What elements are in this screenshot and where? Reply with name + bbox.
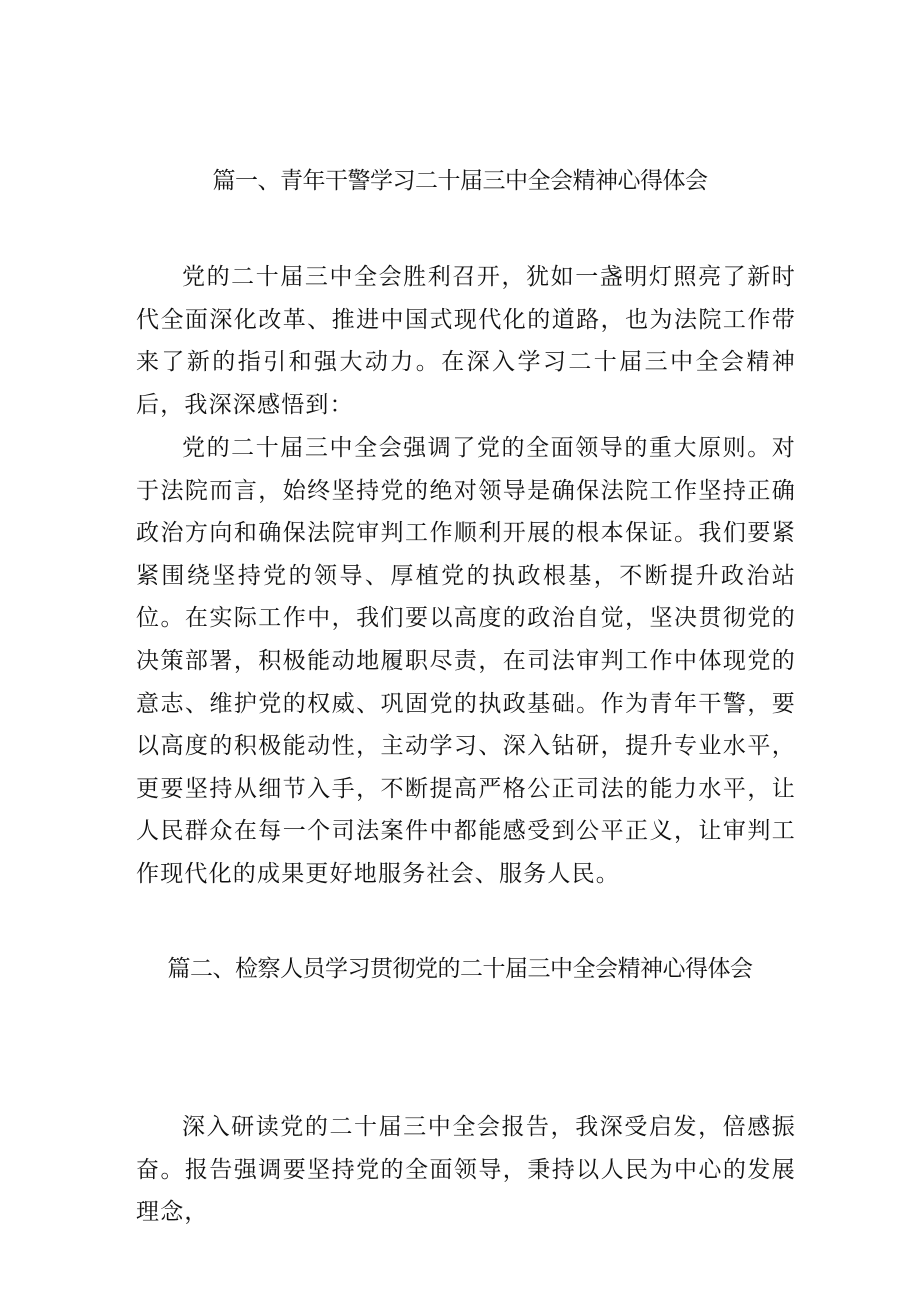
section2-paragraph-1: 深入研读党的二十届三中全会报告，我深受启发，倍感振奋。报告强调要坚持党的全面领导，秉持以人民为中心的发展理念，: [136, 1114, 796, 1226]
section1-paragraph-1: 党的二十届三中全会胜利召开，犹如一盏明灯照亮了新时代全面深化改革、推进中国式现代化的道路，也为法院工作带来了新的指引和强大动力。在深入学习二十届三中全会精神后，我深深感悟到：: [136, 264, 796, 418]
section2-title: 篇二、检察人员学习贯彻党的二十届三中全会精神心得体会: [167, 956, 753, 982]
section1-paragraph-2: 党的二十届三中全会强调了党的全面领导的重大原则。对于法院而言，始终坚持党的绝对领导是确保法院工作坚持正确政治方向和确保法院审判工作顺利开展的根本保证。我们要紧紧围绕坚持党的领导、厚植党的执政根基，不断提升政治站位。在实际工作中，我们要以高度的政治自觉，坚决贯彻党的决策部署，积极能动地履职尽责，在司法审判工作中体现党的意志、维护党的权威、巩固党的执政基础。作为青年干警，要以高度的积极能动性，主动学习、深入钻研，提升专业水平，更要坚持从细节入手，不断提高严格公正司法的能力水平，让人民群众在每一个司法案件中都能感受到公平正义，让审判工作现代化的成果更好地服务社会、服务人民。: [136, 435, 796, 887]
section1-title: 篇一、青年干警学习二十届三中全会精神心得体会: [212, 168, 708, 194]
